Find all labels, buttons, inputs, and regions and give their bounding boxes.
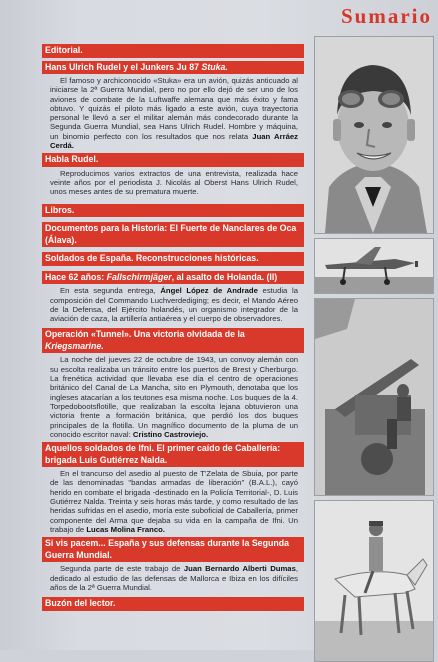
toc-entry[interactable] (42, 597, 304, 611)
entry-title-bar: Soldados de España. Reconstrucciones históricas. (42, 252, 304, 266)
toc-entry[interactable] (42, 44, 304, 58)
toc-entry[interactable] (42, 61, 304, 154)
entry-title-bar: Libros. (42, 204, 304, 218)
toc-entry[interactable] (42, 153, 304, 199)
pilot-portrait-photo (314, 36, 434, 234)
entry-summary: En el trancurso del asedio al puesto de T'Zelata de Sbuia, por parte de las denominadas "bandas armadas de liberación" (B.A.L.), cayó herido en combate el brigada -destinado en la Policía Territorial-, D. Luis Gutiérrez Nalda. Treinta y seis horas más tarde, y como resultado de las heridas sufridas en el asedio, moría este suboficial de Caballería, primer componente del Arma que dejaba su vida en la campaña de Ifni. Un trabajo de Lucas Molina Franco. (50, 469, 298, 534)
toc-entry[interactable] (42, 222, 304, 247)
entry-title-bar: Hans Ulrich Rudel y el Junkers Ju 87 Stuka. (42, 61, 304, 75)
author-name: Lucas Molina Franco. (86, 524, 165, 534)
toc-entry[interactable] (42, 252, 304, 266)
toc-entry[interactable] (42, 328, 304, 442)
stuka-aircraft-photo (314, 238, 434, 294)
entry-summary: El famoso y archiconocido «Stuka» era un avión, quizás anticuado al iniciarse la 2ª Guerra Mundial, pero no por ello dejó de ser uno de los aviones de combate de la Luftwaffe alemana que más éxito y fama obtuvo. Y quizás el piloto más ligado a este avión, cuya trayectoria personal le llevó a ser el militar alemán más condecorado durante la Segunda Guerra Mundial, sea Hans Ulrich Rudel. Hombre y máquina, un binomio perfecto con los resultados que nos relata Juan Arráez Cerdá. (50, 76, 298, 151)
toc-entry[interactable] (42, 537, 304, 595)
photo-column (306, 36, 432, 636)
author-name: Cristino Castroviejo. (132, 429, 209, 439)
entry-title-bar: Hace 62 años: Fallschirmjäger, al asalto de Holanda. (II) (42, 271, 304, 285)
toc-entry[interactable] (42, 271, 304, 327)
author-name: Juan Arráez Cerdá. (50, 131, 298, 151)
toc-entry[interactable] (42, 204, 304, 218)
author-name: Ángel López de Andrade (160, 286, 258, 296)
entry-title-bar: Si vis pacem... España y sus defensas durante la Segunda Guerra Mundial. (42, 537, 304, 562)
entry-title-bar: Buzón del lector. (42, 597, 304, 611)
page-title: Sumario (340, 4, 432, 28)
cavalry-soldier-photo (314, 500, 434, 662)
entry-title-bar: Operación «Tunnel». Una victoria olvidada de la Kriegsmarine. (42, 328, 304, 353)
entry-title-bar: Habla Rudel. (42, 153, 304, 167)
entry-title-bar: Documentos para la Historia: El Fuerte de Nanclares de Oca (Álava). (42, 222, 304, 247)
entry-summary: Segunda parte de este trabajo de Juan Bernardo Alberti Dumas, dedicado al estudio de las defensas de Mallorca e Ibiza en los difíciles años de la 2ª Guerra Mundial. (50, 564, 298, 592)
contents-column (42, 44, 304, 611)
entry-summary: La noche del jueves 22 de octubre de 1943, un convoy alemán con su escolta realizaba un tránsito entre los puertos de Brest y Cherburgo. La frenética actividad que llevaba ese día el centro de operaciones británico del Canal de La Mancha, sito en Plymouth, denotaba que los ingleses atacarían a los teutones esa misma noche. Los buques de la 4. Torpedobootsflotille, que realizaban la escolta lejana obtuvieron una victoria frente a formación británica, que perdió los dos buques principales de la flotilla. Un magnífico documento de la pluma de un conocido escritor naval: Cristino Castroviejo. (50, 355, 298, 439)
entry-summary: Reproducimos varios extractos de una entrevista, realizada hace veinte años por el periodista J. Nicolás al Oberst Hans Ulrich Rudel, unos meses antes de su prematura muerte. (50, 168, 298, 197)
entry-summary: En esta segunda entrega, Ángel López de Andrade estudia la composición del Commando Luchverdediging; es decir, el Mando Aéreo de la Defensa, del Ejército holandés, un organismo integrador de la aviación de caza, la artillería antiaérea y el cuerpo de observadores. (50, 286, 298, 324)
naval-gun-photo (314, 298, 434, 496)
entry-title-bar: Aquellos soldados de Ifni. El primer caído de Caballería: brigada Luis Gutiérrez Nalda. (42, 442, 304, 467)
toc-entry[interactable] (42, 442, 304, 537)
entry-title-bar: Editorial. (42, 44, 304, 58)
author-name: Juan Bernardo Alberti Dumas (183, 564, 296, 574)
